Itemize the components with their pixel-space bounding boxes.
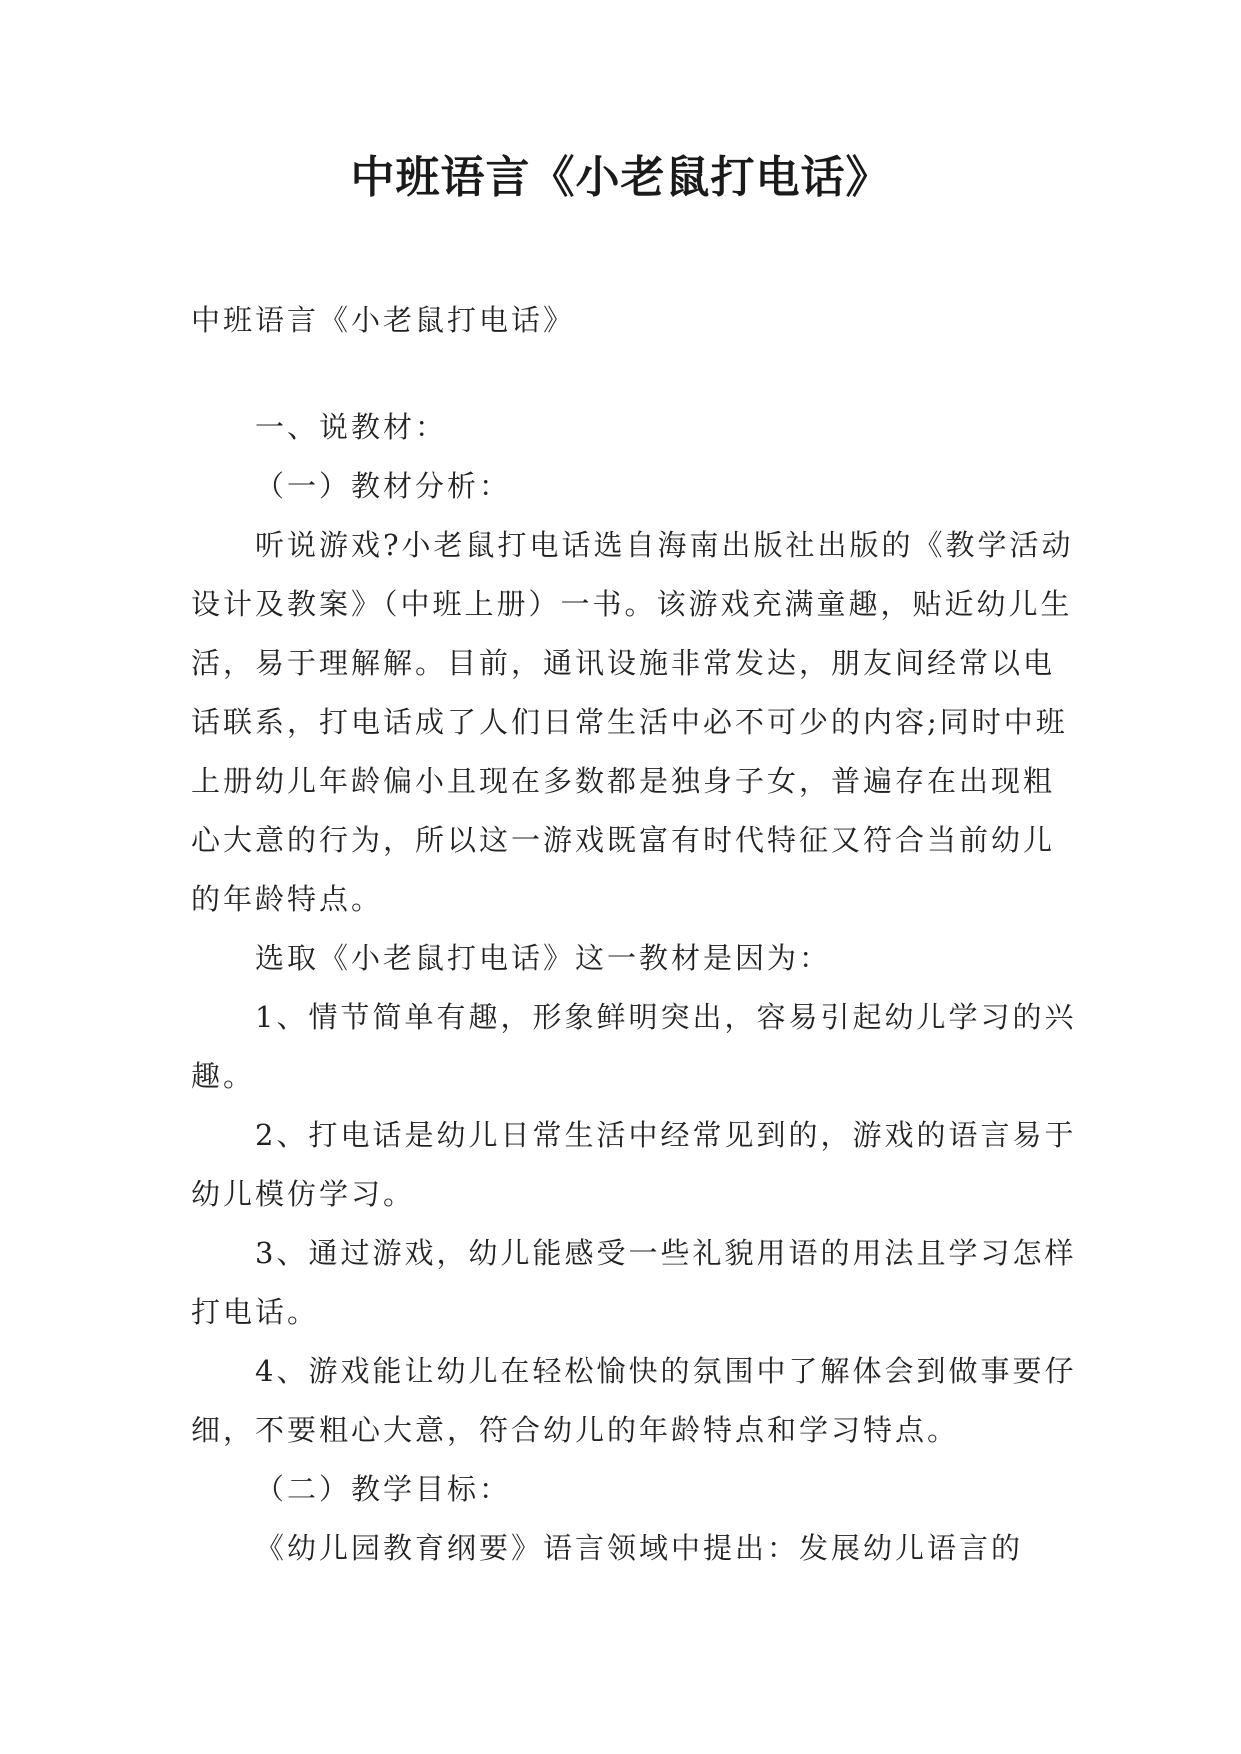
section-heading-1: 一、说教材：: [255, 410, 448, 444]
subsection-heading-1-1: （一）教材分析：: [255, 469, 512, 503]
document-title: 中班语言《小老鼠打电话》: [350, 152, 891, 203]
paragraph-teaching-goals: 《幼儿园教育纲要》语言领域中提出：发展幼儿语言的: [255, 1531, 1024, 1565]
reason-item-4: 4、游戏能让幼儿在轻松愉快的氛围中了解体会到做事要仔细，不要粗心大意，符合幼儿的年龄特点和学习特点。: [191, 1354, 1077, 1447]
paragraph-reason-intro: 选取《小老鼠打电话》这一教材是因为：: [255, 941, 832, 975]
reason-item-2: 2、打电话是幼儿日常生活中经常见到的，游戏的语言易于幼儿模仿学习。: [191, 1118, 1077, 1211]
reason-item-3: 3、通过游戏，幼儿能感受一些礼貌用语的用法且学习怎样打电话。: [191, 1236, 1077, 1329]
document-body: [191, 290, 1081, 1578]
subsection-heading-1-2: （二）教学目标：: [255, 1472, 512, 1506]
document-subtitle: 中班语言《小老鼠打电话》: [191, 303, 576, 337]
reason-item-1: 1、情节简单有趣，形象鲜明突出，容易引起幼儿学习的兴趣。: [191, 1000, 1077, 1093]
paragraph-material-analysis: 听说游戏?小老鼠打电话选自海南出版社出版的《教学活动设计及教案》（中班上册）一书。该游戏充满童趣，贴近幼儿生活，易于理解解。目前，通讯设施非常发达，朋友间经常以电话联系，打电话成了人们日常生活中必不可少的内容;同时中班上册幼儿年龄偏小且现在多数都是独身子女，普遍存在出现粗心大意的行为，所以这一游戏既富有时代特征又符合当前幼儿的年龄特点。: [191, 528, 1074, 916]
